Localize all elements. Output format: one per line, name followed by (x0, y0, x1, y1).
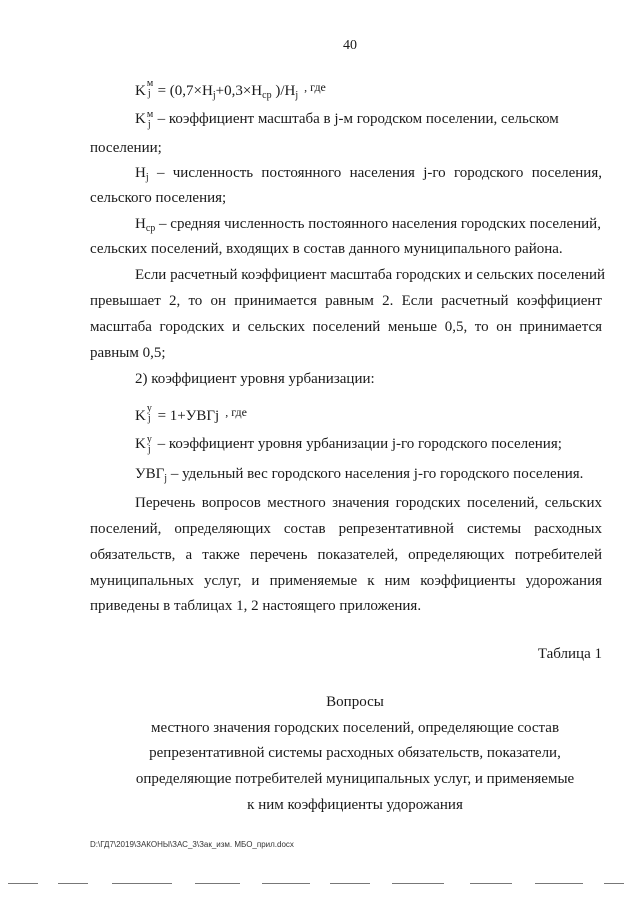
formula-kjm (135, 80, 326, 101)
formula2-body: = 1+УВГj (153, 408, 220, 424)
def-kjm-line1 (135, 111, 559, 128)
def-hcp-line1 (135, 216, 601, 234)
def-hj-line1 (135, 165, 602, 183)
para-list-line3: обязательств, а также перечень показателей, определяющих потребителей (90, 547, 602, 563)
heading-line5: к ним коэффициенты удорожания (247, 797, 463, 813)
para-list-line1: Перечень вопросов местного значения городских поселений, сельских (135, 495, 602, 511)
formula-sub: j (147, 88, 151, 99)
formula2-sub: j (147, 413, 151, 424)
def-kjm-line2: поселении; (90, 140, 162, 156)
scan-mark (330, 883, 370, 884)
scan-mark (604, 883, 624, 884)
scan-mark (112, 883, 172, 884)
para-list-line2: поселений, определяющих состав репрезентативной системы расходных (90, 521, 602, 537)
formula-sup: м (146, 78, 154, 89)
formula-sub-j: j (212, 90, 216, 101)
heading-line1: Вопросы (326, 694, 384, 710)
table-label: Таблица 1 (537, 646, 602, 662)
formula-where: , где (304, 80, 326, 94)
def-kjy-symbol: K (135, 436, 146, 452)
para-scale-line2: превышает 2, то он принимается равным 2. Если расчетный коэффициент (90, 293, 602, 309)
def-text: – коэффициент масштаба в j-м городском поселении, сельском (153, 111, 559, 127)
scan-mark (8, 883, 38, 884)
scan-mark (470, 883, 512, 884)
def-hj-line2: сельского поселения; (90, 190, 227, 206)
formula-body-b: +0,3×H (215, 83, 263, 99)
scan-mark (58, 883, 88, 884)
scan-mark (262, 883, 310, 884)
footer-file-path: D:\ГД7\2019\ЗАКОНЫ\ЗАС_3\Зак_изм. МБО_прил.docx (90, 840, 294, 849)
para-scale-line1: Если расчетный коэффициент масштаба городских и сельских поселений (135, 267, 606, 283)
formula2-k-symbol: K (135, 408, 146, 424)
def-uvg-text: – удельный вес городского населения j-го городского поселения. (167, 466, 584, 482)
def-k-symbol: K (135, 111, 146, 127)
def-h-text: – численность постоянного населения j-го городского поселения, (148, 165, 602, 181)
scan-mark (392, 883, 444, 884)
def-uvg (135, 466, 583, 484)
scan-mark (535, 883, 583, 884)
def-uvg-sub: j (164, 473, 168, 484)
para-list-line5: приведены в таблицах 1, 2 настоящего приложения. (90, 598, 422, 614)
formula-sub-j2: j (295, 90, 299, 101)
heading-line4: определяющие потребителей муниципальных услуг, и применяемые (135, 771, 575, 787)
def-kjy-sup: у (146, 434, 152, 445)
heading-line3: репрезентативной системы расходных обязательств, показатели, (149, 745, 561, 761)
def-hcp-line2: сельских поселений, входящих в состав данного муниципального района. (90, 241, 563, 257)
def-kjy-sub: j (147, 444, 151, 455)
formula-body-c: )/H (271, 83, 296, 99)
def-h-symbol: H (135, 165, 146, 181)
def-sup: м (146, 109, 154, 120)
heading-line2: местного значения городских поселений, определяющие состав (150, 720, 560, 736)
def-sub: j (147, 119, 151, 130)
formula-body: = (0,7×H (153, 83, 213, 99)
def-hcp-sub: ср (145, 223, 156, 234)
def-kjy-text: – коэффициент уровня урбанизации j-го городского поселения; (153, 436, 562, 452)
def-h-sub: j (145, 172, 149, 183)
para-list-line4: муниципальных услуг, и применяемые к ним коэффициенты удорожания (90, 573, 602, 589)
def-uvg-symbol: УВГ (135, 466, 165, 482)
formula-sub-cp: ср (262, 90, 272, 101)
item-2-urbanization: 2) коэффициент уровня урбанизации: (135, 371, 375, 387)
formula2-where: , где (225, 405, 247, 419)
formula-k-symbol: K (135, 83, 146, 99)
def-kjy (135, 436, 562, 453)
page-number: 40 (343, 38, 357, 53)
def-hcp-symbol: H (135, 216, 146, 232)
def-hcp-text: – средняя численность постоянного населения городских поселений, (155, 216, 601, 232)
formula-kjy (135, 405, 247, 425)
scan-mark (195, 883, 240, 884)
formula2-sup: у (146, 403, 152, 414)
para-scale-line4: равным 0,5; (90, 345, 166, 361)
para-scale-line3: масштаба городских и сельских поселений меньше 0,5, то он принимается (90, 319, 602, 335)
